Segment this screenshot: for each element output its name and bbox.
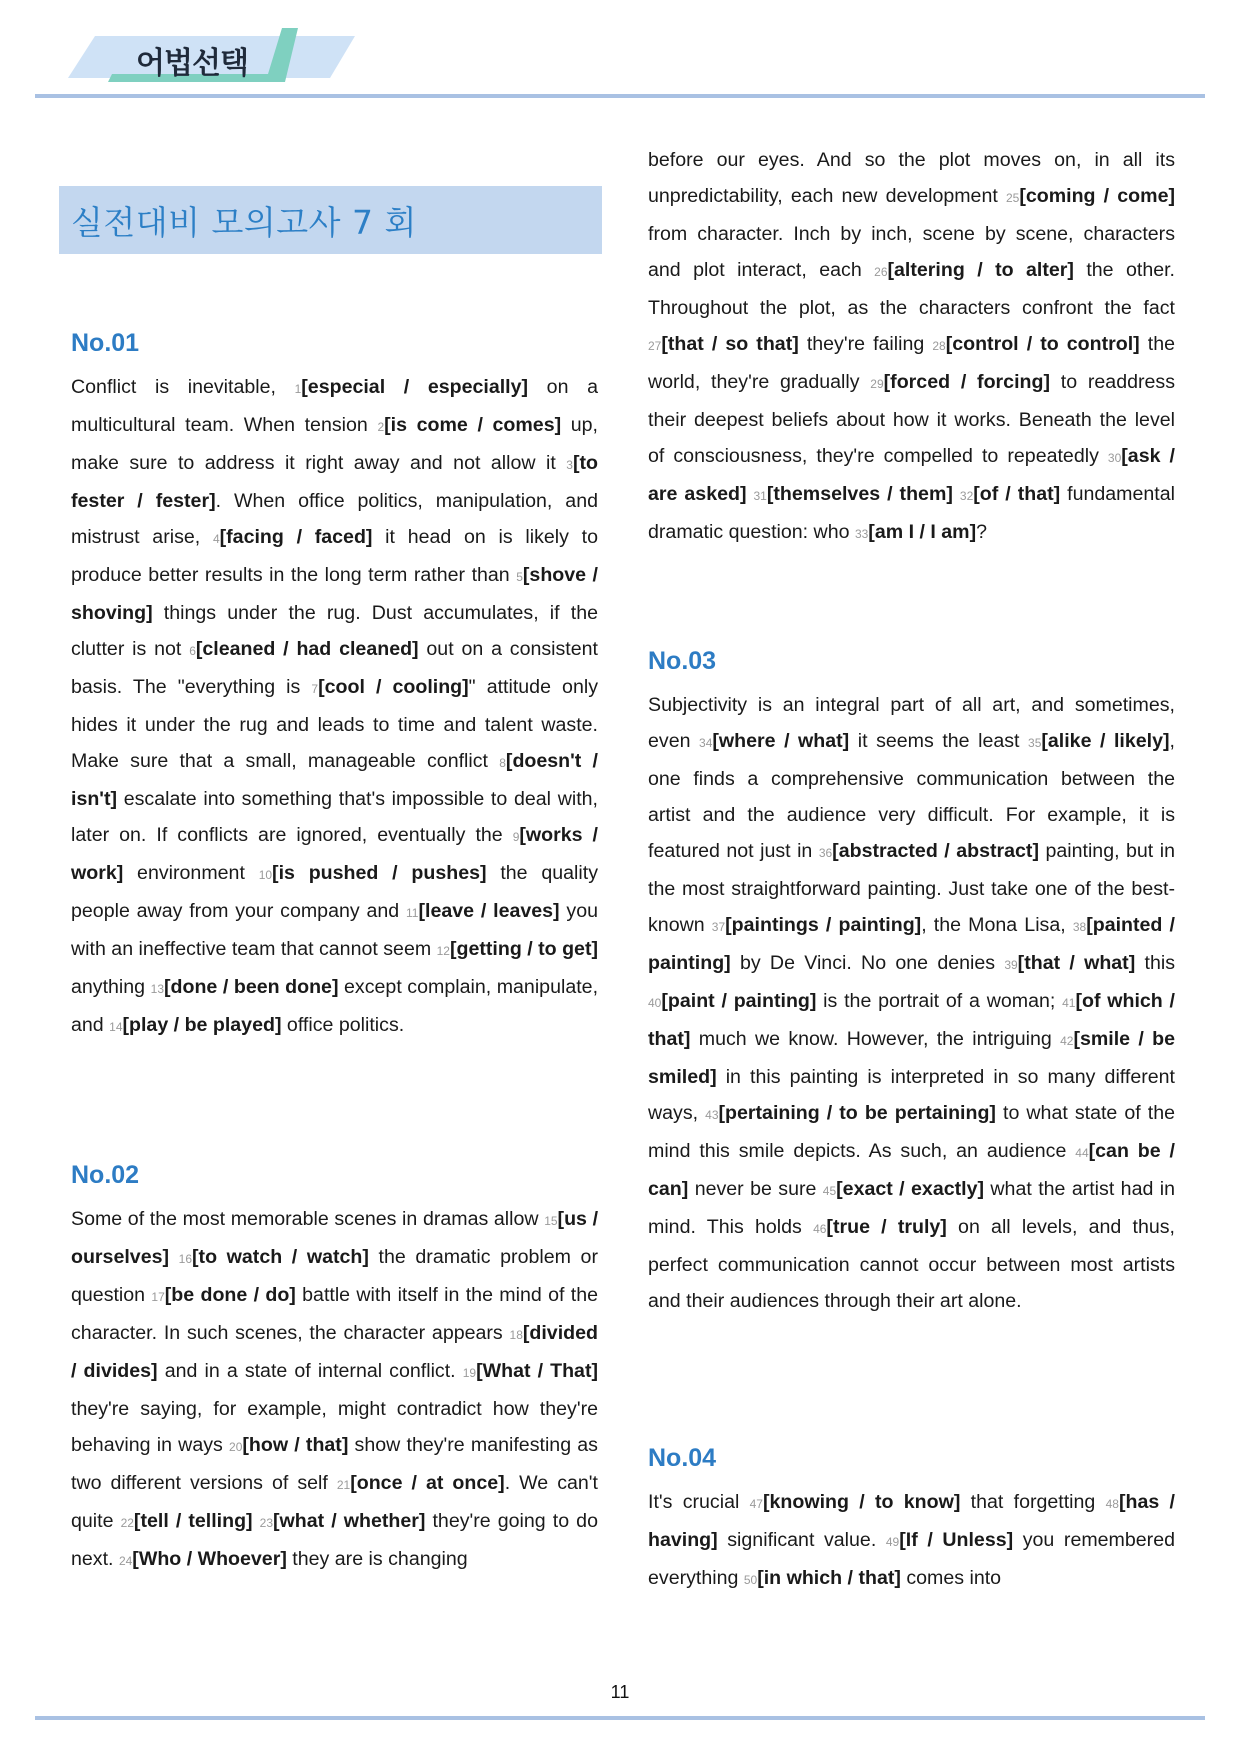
question-number: 35 xyxy=(1028,736,1042,750)
question-number: 7 xyxy=(311,682,319,696)
header-divider xyxy=(35,94,1205,98)
question-number: 10 xyxy=(258,868,273,882)
question-number: 30 xyxy=(1107,451,1122,465)
grammar-choice: [doesn't / isn't] xyxy=(71,750,599,810)
question-number: 37 xyxy=(711,920,726,934)
grammar-choice: [tell / telling] xyxy=(133,1510,253,1532)
grammar-choice: [works / work] xyxy=(71,824,598,884)
grammar-choice: [coming / come] xyxy=(1019,185,1175,207)
grammar-choice: [where / what] xyxy=(712,730,850,752)
question-number: 28 xyxy=(932,339,946,353)
grammar-choice: [exact / exactly] xyxy=(836,1178,985,1200)
grammar-choice: [ask / are asked] xyxy=(648,445,1175,505)
question-number: 45 xyxy=(822,1184,837,1198)
question-number: 50 xyxy=(743,1573,758,1587)
question-number: 5 xyxy=(516,570,523,584)
grammar-choice: [facing / faced] xyxy=(219,526,373,548)
grammar-choice: [play / be played] xyxy=(122,1014,282,1036)
grammar-choice: [themselves / them] xyxy=(766,483,953,505)
section-no02 xyxy=(71,1160,598,1579)
grammar-choice: [shove / shoving] xyxy=(71,564,598,624)
question-number: 23 xyxy=(259,1516,273,1530)
grammar-choice: [smile / be smiled] xyxy=(648,1028,1175,1088)
question-number: 20 xyxy=(229,1440,243,1454)
grammar-choice: [done / been done] xyxy=(164,976,339,998)
question-number: 11 xyxy=(406,906,419,920)
grammar-choice: [of / that] xyxy=(973,483,1061,505)
question-number: 36 xyxy=(818,846,833,860)
question-number: 25 xyxy=(1005,191,1020,205)
question-number: 22 xyxy=(120,1516,134,1530)
question-number: 15 xyxy=(544,1214,558,1228)
grammar-choice: [altering / to alter] xyxy=(887,259,1074,281)
section-paragraph: before our eyes. And so the plot moves on, in all its unpredictability, each new development 25[coming / come] from character. Inch by inch, scene by scene, characters and plot interact, each 26[altering / to alter] the other. Throughout the plot, as the characters confront the fact 27[that / so that] they're failing 28[control / to control] the world, they're gradually 29[forced / forcing] to readdress their deepest beliefs about how it works. Beneath the level of consciousness, they're compelled to repeatedly 30[ask / are asked] 31[themselves / them] 32[of / that] fundamental dramatic question: who 33[am I / I am]? xyxy=(648,149,1175,543)
grammar-choice: [am I / I am] xyxy=(868,521,977,543)
question-number: 18 xyxy=(509,1328,523,1342)
header-title: 어법선택 xyxy=(136,46,248,81)
grammar-choice: [divided / divides] xyxy=(71,1322,598,1382)
grammar-choice: [Who / Whoever] xyxy=(132,1548,287,1570)
grammar-choice: [in which / that] xyxy=(757,1567,901,1589)
grammar-choice: [knowing / to know] xyxy=(762,1491,961,1513)
section-heading: No.04 xyxy=(648,1444,717,1472)
section-no02-continued xyxy=(648,142,1175,552)
question-number: 8 xyxy=(499,756,506,770)
question-number: 16 xyxy=(178,1252,193,1266)
grammar-choice: [painted / painting] xyxy=(648,914,1175,974)
grammar-choice: [forced / forcing] xyxy=(883,371,1050,393)
grammar-choice: [If / Unless] xyxy=(899,1529,1014,1551)
section-heading: No.01 xyxy=(71,329,140,357)
grammar-choice: [alike / likely] xyxy=(1041,730,1170,752)
question-number: 31 xyxy=(753,489,767,503)
grammar-choice: [that / so that] xyxy=(661,333,799,355)
question-number: 21 xyxy=(336,1478,351,1492)
grammar-choice: [getting / to get] xyxy=(449,938,598,960)
question-number: 12 xyxy=(436,944,450,958)
question-number: 32 xyxy=(959,489,974,503)
question-number: 27 xyxy=(648,339,662,353)
section-heading: No.02 xyxy=(71,1161,140,1189)
section-paragraph: Conflict is inevitable, 1[especial / especially] on a multicultural team. When tension 2[is come / comes] up, make sure to address it right away and not allow it 3[to fester / fester]. When office politics, manipulation, and mistrust arise, 4[facing / faced] it head on is likely to produce better results in the long term rather than 5[shove / shoving] things under the rug. Dust accumulates, if the clutter is not 6[cleaned / had cleaned] out on a consistent basis. The "everything is 7[cool / cooling]" attitude only hides it under the rug and leads to time and talent waste. Make sure that a small, manageable conflict 8[doesn't / isn't] escalate into something that's impossible to deal with, later on. If conflicts are ignored, eventually the 9[works / work] environment 10[is pushed / pushes] the quality people away from your company and 11[leave / leaves] you with an ineffective team that cannot seem 12[getting / to get] anything 13[done / been done] except complain, manipulate, and 14[play / be played] office politics. xyxy=(71,376,599,1036)
grammar-choice: [especial / especially] xyxy=(301,376,529,398)
question-number: 13 xyxy=(150,982,164,996)
grammar-choice: [abstracted / abstract] xyxy=(832,840,1039,862)
question-number: 17 xyxy=(151,1290,165,1304)
grammar-choice: [has / having] xyxy=(648,1491,1175,1551)
question-number: 14 xyxy=(109,1020,123,1034)
section-no04 xyxy=(648,1443,1175,1598)
question-number: 1 xyxy=(294,382,302,396)
page-title: 실전대비 모의고사 7 회 xyxy=(71,203,417,242)
question-number: 38 xyxy=(1072,920,1087,934)
grammar-choice: [that / what] xyxy=(1017,952,1136,974)
grammar-choice: [once / at once] xyxy=(350,1472,505,1494)
question-number: 2 xyxy=(377,420,385,434)
section-paragraph: It's crucial 47[knowing / to know] that forgetting 48[has / having] significant value. 49[If / Unless] you remembered everything 50[in which / that] comes into xyxy=(648,1491,1175,1589)
title-box xyxy=(59,186,602,254)
section-no01 xyxy=(71,328,598,1045)
question-number: 34 xyxy=(699,736,713,750)
grammar-choice: [how / that] xyxy=(242,1434,349,1456)
question-number: 6 xyxy=(189,644,196,658)
question-number: 26 xyxy=(874,265,888,279)
grammar-choice: [us / ourselves] xyxy=(71,1208,599,1268)
question-number: 43 xyxy=(705,1108,719,1122)
question-number: 41 xyxy=(1062,996,1076,1010)
grammar-choice: [cool / cooling] xyxy=(318,676,469,698)
question-number: 39 xyxy=(1004,958,1018,972)
question-number: 48 xyxy=(1105,1497,1119,1511)
question-number: 47 xyxy=(749,1497,763,1511)
question-number: 9 xyxy=(512,830,520,844)
section-heading: No.03 xyxy=(648,647,717,675)
question-number: 42 xyxy=(1060,1034,1074,1048)
question-number: 46 xyxy=(813,1222,827,1236)
question-number: 4 xyxy=(212,532,220,546)
footer-divider xyxy=(35,1716,1205,1720)
grammar-choice: [leave / leaves] xyxy=(418,900,560,922)
grammar-choice: [is come / comes] xyxy=(384,414,562,436)
grammar-choice: [is pushed / pushes] xyxy=(272,862,487,884)
grammar-choice: [paint / painting] xyxy=(661,990,817,1012)
grammar-choice: [cleaned / had cleaned] xyxy=(195,638,419,660)
grammar-choice: [true / truly] xyxy=(826,1216,947,1238)
grammar-choice: [control / to control] xyxy=(945,333,1140,355)
question-number: 3 xyxy=(566,458,573,472)
grammar-choice: [be done / do] xyxy=(164,1284,296,1306)
grammar-choice: [paintings / painting] xyxy=(725,914,922,936)
page-number: 11 xyxy=(610,1682,630,1702)
question-number: 40 xyxy=(648,996,662,1010)
section-no03 xyxy=(648,646,1175,1319)
section-paragraph: Subjectivity is an integral part of all art, and sometimes, even 34[where / what] it seems the least 35[alike / likely], one finds a comprehensive communication between the artist and the audience very difficult. For example, it is featured not just in 36[abstracted / abstract] painting, but in the most straightforward painting. Just take one of the best-known 37[paintings / painting], the Mona Lisa, 38[painted / painting] by De Vinci. No one denies 39[that / what] this 40[paint / painting] is the portrait of a woman; 41[of which / that] much we know. However, the intriguing 42[smile / be smiled] in this painting is interpreted in so many different ways, 43[pertaining / to be pertaining] to what state of the mind this smile depicts. As such, an audience 44[can be / can] never be sure 45[exact / exactly] what the artist had in mind. This holds 46[true / truly] on all levels, and thus, perfect communication cannot occur between most artists and their audiences through their art alone. xyxy=(648,694,1176,1312)
question-number: 19 xyxy=(462,1366,477,1380)
grammar-choice: [What / That] xyxy=(476,1360,599,1382)
grammar-choice: [pertaining / to be pertaining] xyxy=(718,1102,996,1124)
question-number: 29 xyxy=(870,377,884,391)
grammar-choice: [of which / that] xyxy=(648,990,1175,1050)
section-paragraph: Some of the most memorable scenes in dramas allow 15[us / ourselves] 16[to watch / watch] the dramatic problem or question 17[be done / do] battle with itself in the mind of the character. In such scenes, the character appears 18[divided / divides] and in a state of internal conflict. 19[What / That] they're saying, for example, might contradict how they're behaving in ways 20[how / that] show they're manifesting as two different versions of self 21[once / at once]. We can't quite 22[tell / telling] 23[what / whether] they're going to do next. 24[Who / Whoever] they are is changing xyxy=(71,1208,599,1570)
grammar-choice: [what / whether] xyxy=(273,1510,426,1532)
question-number: 44 xyxy=(1075,1146,1089,1160)
grammar-choice: [to watch / watch] xyxy=(192,1246,369,1268)
question-number: 33 xyxy=(854,527,869,541)
question-number: 49 xyxy=(885,1535,900,1549)
question-number: 24 xyxy=(118,1554,133,1568)
grammar-choice: [to fester / fester] xyxy=(71,452,598,512)
grammar-choice: [can be / can] xyxy=(648,1140,1175,1200)
